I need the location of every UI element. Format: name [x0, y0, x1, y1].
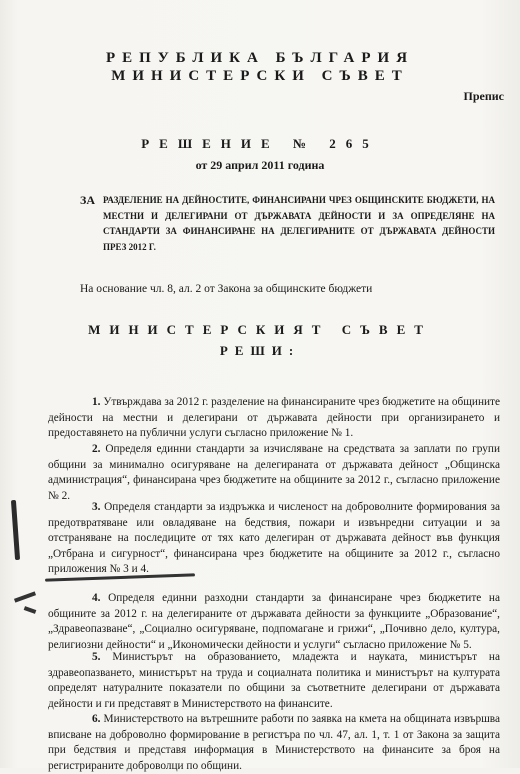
item-1-number: 1. [92, 396, 101, 408]
item-2 [48, 442, 500, 504]
council-decides-heading: МИНИСТЕРСКИЯТ СЪВЕТ [88, 322, 432, 337]
decision-date: от 29 април 2011 година [195, 158, 325, 172]
check-mark-stroke-2 [24, 606, 37, 614]
item-4-text: Определя единни разходни стандарти за финансиране чрез бюджетите на общините за 2012 г. на делегираните от държавата дейности за функциите „Образование“, „Здравеопазване“, „Социално осигуряване, подпомагане и грижи“, „Почивно дело, култура, религиозни дейности“ и „Икономически дейности и услуги“ съгласно приложение № 5. [48, 592, 500, 651]
decision-title: РЕШЕНИЕ № 265 [141, 136, 379, 151]
margin-pen-mark [11, 500, 20, 560]
republic-heading: РЕПУБЛИКА БЪЛГАРИЯ [105, 50, 415, 66]
item-4 [48, 591, 500, 653]
item-3-number: 3. [92, 501, 101, 513]
item-3-text: Определя стандарти за издръжка и численост на доброволните формирования за предотвратяване или овладяване на бедствия, пожари и извънредни ситуации и за отстраняване на последиците от тях като делегиран от държавата дейност във функция „Отбрана и сигурност“, финансирана чрез бюджетите на общините за 2012 г., съгласно приложения № 3 и 4. [48, 501, 501, 575]
check-mark-stroke [14, 591, 36, 602]
item-4-number: 4. [92, 592, 101, 604]
item-1 [48, 395, 500, 442]
item-5 [48, 650, 500, 712]
item-2-number: 2. [92, 443, 101, 455]
council-heading: МИНИСТЕРСКИ СЪВЕТ [111, 68, 409, 84]
item-6 [48, 712, 500, 774]
item-1-text: Утвърждава за 2012 г. разделение на финансираните чрез бюджетите на общините дейности на местни и делегирани от държавата дейности при организирането и предоставянето на публични услуги съгласно приложение № 1. [48, 396, 500, 439]
decides-heading: РЕШИ: [219, 343, 301, 358]
copy-mark: Препис [463, 89, 504, 103]
decision-subject: РАЗДЕЛЕНИЕ НА ДЕЙНОСТИТЕ, ФИНАНСИРАНИ ЧРЕЗ ОБЩИНСКИТЕ БЮДЖЕТИ, НА МЕСТНИ И ДЕЛЕГИРАНИ ОТ ДЪРЖАВАТА ДЕЙНОСТИ И ЗА ОПРЕДЕЛЯНЕ НА СТАНДАРТИ ЗА ФИНАНСИРАНЕ НА ДЕЛЕГИРАНИТЕ ОТ ДЪРЖАВАТА ДЕЙНОСТИ ПРЕЗ 2012 Г. [103, 195, 495, 252]
item-6-text: Министерството на вътрешните работи по заявка на кмета на общината извършва вписване на доброволно формирование в регистъра по чл. 47, ал. 1, т. 1 от Закона за защита при бедствия и представя информация в Министерството на финансите за броя на регистрираните доброволци по общини. [48, 713, 501, 772]
item-5-text: Министърът на образованието, младежта и науката, министърът на здравеопазването, министърът на труда и социалната политика и министърът на културата определят натуралните показатели по общини за съответните делегирани от държавата дейности и ги представят в Министерството на финансите. [48, 651, 500, 710]
item-6-number: 6. [92, 713, 101, 725]
item-3 [48, 500, 500, 578]
subject-lead: ЗА [80, 193, 95, 207]
legal-basis: На основание чл. 8, ал. 2 от Закона за общинските бюджети [80, 283, 373, 295]
item-2-text: Определя единни стандарти за изчисляване на средствата за заплати по групи общини за минимално осигуряване на делегираната от държавата дейност „Общинска администрация“, финансирана чрез бюджетите на общините за 2012 г., съгласно приложение № 2. [48, 443, 501, 502]
item-5-number: 5. [92, 651, 101, 663]
